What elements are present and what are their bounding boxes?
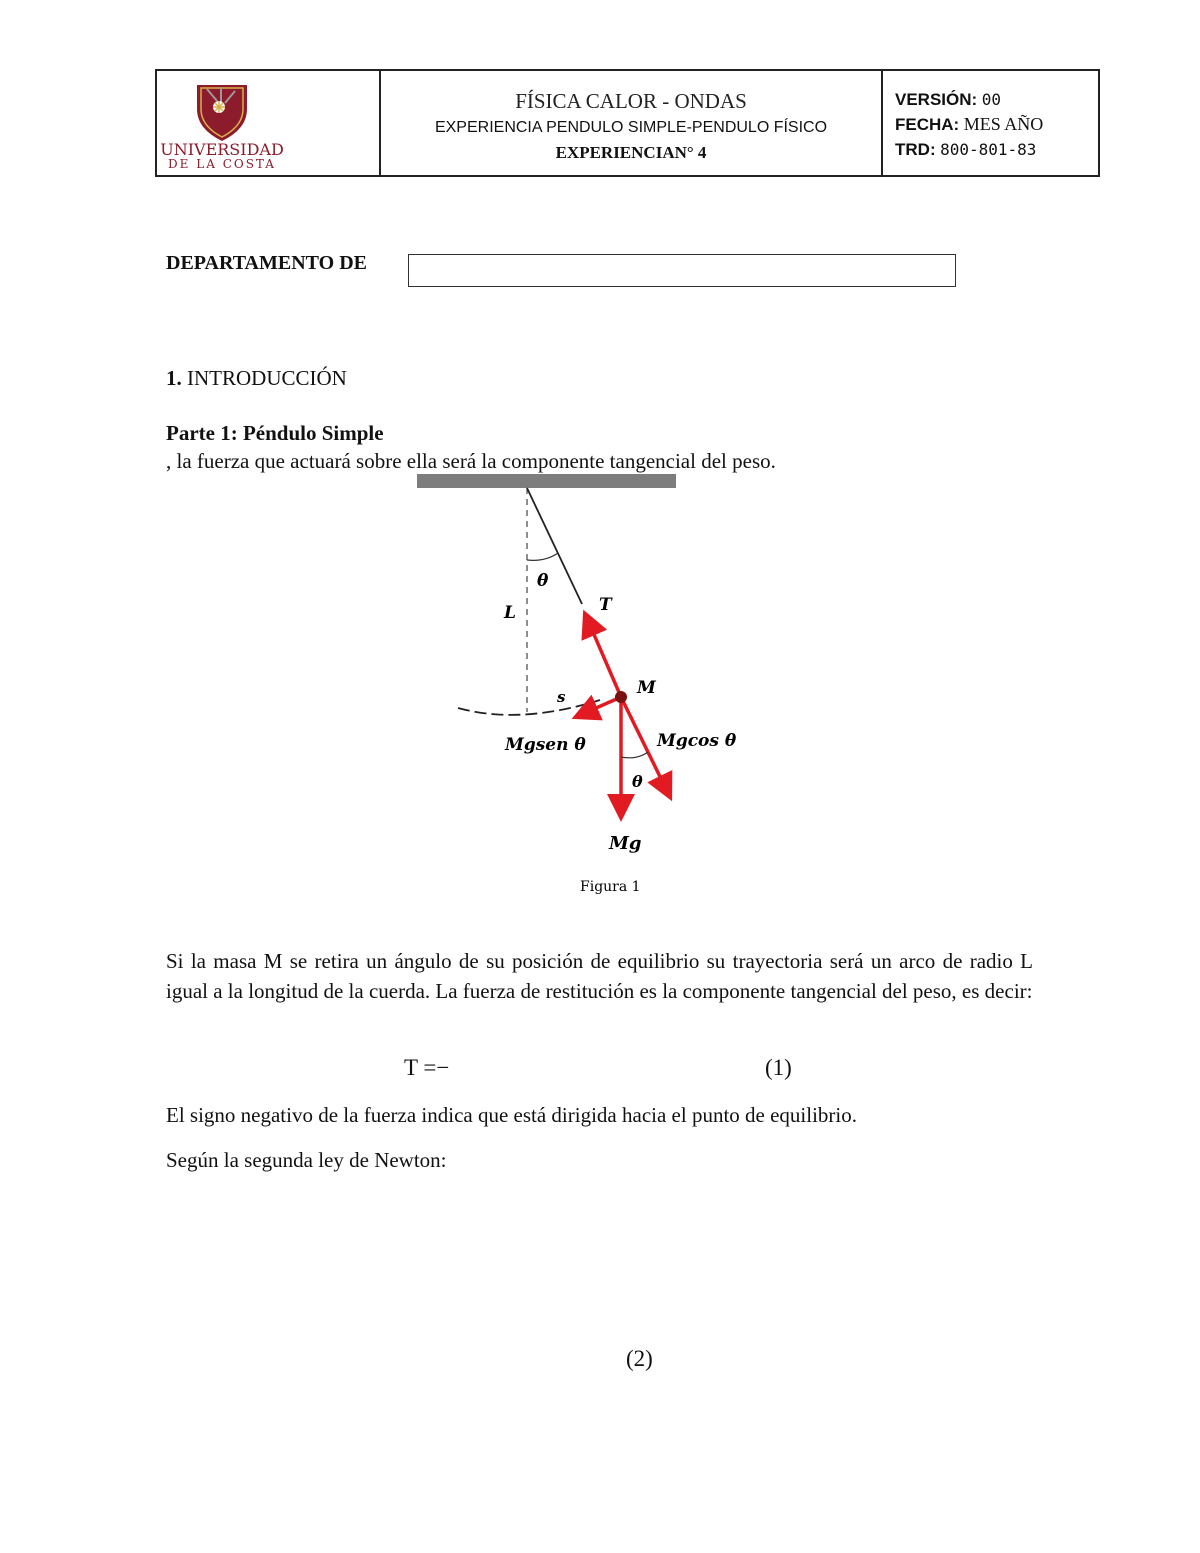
section-heading	[166, 366, 347, 391]
header-table	[155, 69, 1100, 177]
part-lead-text: , la fuerza que actuará sobre ella será la componente tangencial del peso.	[166, 449, 776, 473]
paragraph-1: Si la masa M se retira un ángulo de su posición de equilibrio su trayectoria será un arco de radio L igual a la longitud de la cuerda. La fuerza de restitución es la componente tangencial del peso, es decir:	[166, 949, 1033, 1003]
label-mass: M	[637, 678, 656, 698]
date-value: MES AÑO	[963, 114, 1044, 134]
ceiling-bar	[417, 474, 676, 488]
label-length: L	[504, 603, 516, 623]
date-row	[895, 112, 1043, 137]
paragraph-2: El signo negativo de la fuerza indica que está dirigida hacia el punto de equilibrio.	[166, 1103, 858, 1127]
equation-1-number: (1)	[765, 1055, 792, 1080]
part-heading: Parte 1: Péndulo Simple	[166, 421, 384, 445]
logo-line1: UNIVERSIDAD	[160, 140, 284, 159]
label-tension: T	[599, 595, 612, 615]
department-label: DEPARTAMENTO DE	[166, 252, 367, 274]
trd-label: TRD:	[895, 140, 936, 159]
version-label: VERSIÓN:	[895, 90, 978, 109]
angle-arc-bottom	[621, 752, 648, 758]
label-mgsen: Mgsen θ	[505, 735, 586, 755]
trd-row	[895, 137, 1036, 162]
figure-caption: Figura 1	[580, 879, 641, 895]
experience-subtitle: EXPERIENCIA PENDULO SIMPLE-PENDULO FÍSICO	[434, 119, 828, 136]
pendulum-string	[527, 488, 582, 604]
arc-path	[458, 700, 600, 715]
equation-1: T =−	[404, 1055, 450, 1080]
label-weight: Mg	[609, 833, 642, 854]
version-value: 00	[981, 90, 1001, 109]
angle-arc-top	[527, 553, 558, 560]
date-label: FECHA:	[895, 115, 960, 134]
version-row	[895, 87, 1001, 112]
tension-arrow	[586, 616, 621, 697]
logo-line2: DE LA COSTA	[168, 157, 276, 171]
label-theta-top: θ	[537, 571, 549, 591]
experience-number: EXPERIENCIAN° 4	[555, 143, 707, 162]
equation-2-number: (2)	[626, 1346, 653, 1371]
section-title: INTRODUCCIÓN	[187, 366, 347, 390]
label-arc: s	[557, 688, 566, 706]
pendulum-figure	[400, 470, 760, 910]
meta-cell	[883, 71, 1098, 175]
label-theta-bottom: θ	[632, 772, 643, 791]
trd-value: 800-801-83	[940, 140, 1037, 159]
label-mgcos: Mgcos θ	[657, 731, 737, 751]
pendulum-mass	[615, 691, 627, 703]
section-number: 1.	[166, 366, 182, 390]
title-cell	[381, 71, 883, 175]
department-field[interactable]	[408, 254, 956, 287]
logo-cell	[157, 71, 381, 175]
paragraph-3: Según la segunda ley de Newton:	[166, 1148, 447, 1172]
university-logo	[157, 71, 377, 175]
course-title: FÍSICA CALOR - ONDAS	[515, 89, 747, 113]
